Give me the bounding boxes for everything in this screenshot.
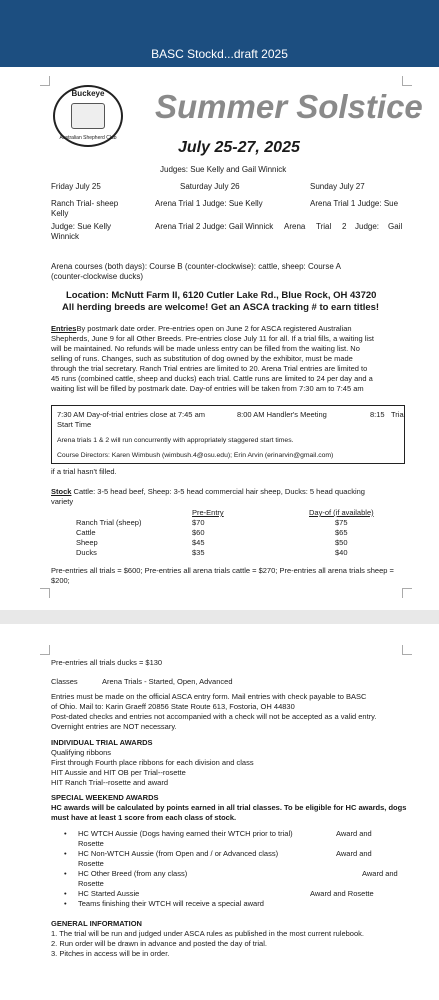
document-title-bar bbox=[0, 0, 439, 67]
stock-line-2: variety bbox=[51, 497, 74, 506]
box-start-time-trial: Trial bbox=[391, 410, 406, 419]
schedule-day-sunday: Sunday July 27 bbox=[310, 182, 365, 191]
entries-paragraph bbox=[51, 324, 411, 394]
sunday-line-2-judge: Judge: bbox=[355, 222, 380, 231]
price-row-name: Sheep bbox=[76, 538, 98, 547]
pre-entries-all-line-1: Pre-entries all trials = $600; Pre-entries all arena trials cattle = $270; Pre-entries all arena trials sheep = bbox=[51, 566, 394, 575]
judges-line: Judges: Sue Kelly and Gail Winnick bbox=[160, 165, 287, 174]
price-table bbox=[76, 508, 374, 558]
special-awards bbox=[51, 793, 421, 823]
saturday-line-2: Arena Trial 2 Judge: Gail Winnick bbox=[155, 222, 274, 231]
club-logo bbox=[53, 85, 123, 147]
friday-line-4: Winnick bbox=[51, 232, 80, 241]
box-course-directors: Course Directors: Karen Wimbush (wimbush.4@osu.edu); Erin Arvin (erinarvin@gmail.com) bbox=[57, 452, 334, 459]
entry-instructions-line: Overnight entries are NOT necessary. bbox=[51, 722, 177, 731]
event-dates: July 25-27, 2025 bbox=[178, 139, 300, 156]
logo-ring-text: Australian Shepherd Club bbox=[59, 135, 117, 141]
box-concurrent-note: Arena trials 1 & 2 will run concurrently with appropriately staggered start times. bbox=[57, 437, 294, 444]
saturday-line-1: Arena Trial 1 Judge: Sue Kelly bbox=[155, 199, 263, 208]
schedule-day-friday: Friday July 25 bbox=[51, 182, 101, 191]
hc-award-item: • HC Started Aussie Award and Rosette bbox=[64, 889, 374, 898]
hc-award-item: • HC Other Breed (from any class) Award and Rosette bbox=[64, 869, 398, 888]
price-header-day-of: Day-of (if available) bbox=[309, 508, 374, 517]
hc-award-item: • Teams finishing their WTCH will receive a special award bbox=[64, 899, 264, 908]
entry-instructions-line: Post-dated checks and entries not accompanied with a check will not be accepted as a valid entry. bbox=[51, 712, 377, 721]
general-information-line: 2. Run order will be drawn in advance and posted the day of trial. bbox=[51, 939, 267, 948]
sunday-line-2-trial: Trial bbox=[316, 222, 332, 231]
stock-line-1: Cattle: 3-5 head beef, Sheep: 3-5 head commercial hair sheep, Ducks: 5 head quacking bbox=[71, 487, 365, 496]
ohio-map-icon bbox=[71, 103, 105, 129]
entries-line: through the trial secretary. Ranch Trial entries are limited to 20. Arena Trial entries are limited to bbox=[51, 364, 368, 373]
after-box-note: if a trial hasn't filled. bbox=[51, 467, 117, 476]
price-row bbox=[76, 528, 374, 538]
special-awards-heading: SPECIAL WEEKEND AWARDS bbox=[51, 793, 159, 802]
price-row bbox=[76, 548, 374, 558]
pre-entries-all bbox=[51, 566, 421, 586]
price-table-header bbox=[76, 508, 374, 518]
individual-awards-line: Qualifying ribbons bbox=[51, 748, 112, 757]
friday-line-3: Judge: Sue Kelly bbox=[51, 222, 112, 231]
entries-line: By postmark date order. Pre-entries open on June 2 for ASCA registered Australian bbox=[76, 324, 352, 333]
individual-awards-line: HIT Ranch Trial--rosette and award bbox=[51, 778, 168, 787]
sunday-line-2-arena: Arena bbox=[284, 222, 306, 231]
price-row-day: $40 bbox=[335, 548, 348, 557]
box-start-time-label: Start Time bbox=[57, 420, 92, 429]
crop-mark bbox=[40, 588, 50, 598]
schedule-day-saturday: Saturday July 26 bbox=[180, 182, 240, 191]
special-awards-line-2: must have at least 1 score from each class of stock. bbox=[51, 813, 237, 822]
entries-line: 45 runs (combined cattle, sheep and ducks) each trial. Cattle runs are limited to 24 per day and a bbox=[51, 374, 373, 383]
sunday-line-2-name: Gail bbox=[388, 222, 403, 231]
general-information-line: 1. The trial will be run and judged under ASCA rules as published in the most current rulebook. bbox=[51, 929, 364, 938]
general-information-heading: GENERAL INFORMATION bbox=[51, 919, 142, 928]
classes-label: Classes bbox=[51, 677, 78, 686]
price-row-pre: $35 bbox=[192, 548, 205, 557]
crop-mark bbox=[402, 588, 412, 598]
hc-award-item: • HC WTCH Aussie (Dogs having earned their WTCH prior to trial) Award and Rosette bbox=[64, 829, 372, 848]
pre-entries-all-line-2: $200; bbox=[51, 576, 70, 585]
bullet: • bbox=[64, 869, 67, 878]
stock-paragraph bbox=[51, 487, 411, 507]
entries-line: Shepherds, June 9 for all Other Breeds. Pre-entries close July 11 for all. If a trial fills, a waiting list bbox=[51, 334, 374, 343]
crop-mark bbox=[40, 645, 50, 655]
trial-times-box bbox=[51, 405, 405, 464]
event-title: Summer Solstice bbox=[155, 88, 423, 125]
entry-instructions-line: Entries must be made on the official ASCA entry form. Mail entries with check payable to BASC bbox=[51, 692, 367, 701]
classes-text: Arena Trials - Started, Open, Advanced bbox=[102, 677, 233, 686]
price-row-day: $65 bbox=[335, 528, 348, 537]
logo-brand: Buckeye bbox=[71, 89, 105, 98]
box-start-time-value: 8:15 bbox=[370, 410, 385, 419]
location-line: Location: McNutt Farm II, 6120 Cutler Lake Rd., Blue Rock, OH 43720 bbox=[66, 290, 377, 301]
crop-mark bbox=[40, 76, 50, 86]
bullet: • bbox=[64, 829, 67, 838]
document-title: BASC Stockd...draft 2025 bbox=[151, 47, 288, 61]
price-row-pre: $45 bbox=[192, 538, 205, 547]
courses-line-1: Arena courses (both days): Course B (counter-clockwise): cattle, sheep: Course A bbox=[51, 262, 341, 271]
box-handlers-meeting: 8:00 AM Handler's Meeting bbox=[237, 410, 327, 419]
box-entries-close: 7:30 AM Day-of-trial entries close at 7:45 am bbox=[57, 410, 205, 419]
entries-line: will be maintained. No refunds will be made unless entry can be filled from the waiting list. No bbox=[51, 344, 360, 353]
crop-mark bbox=[402, 76, 412, 86]
price-header-pre-entry: Pre-Entry bbox=[192, 508, 224, 517]
friday-line-1: Ranch Trial- sheep bbox=[51, 199, 119, 208]
entries-line: selling of runs. Changes, such as substitution of dog owned by the exhibitor, must be made bbox=[51, 354, 353, 363]
page-gap bbox=[0, 610, 439, 624]
price-row-name: Cattle bbox=[76, 528, 96, 537]
general-information-line-cut: 3. Pitches in access will be in order. bbox=[51, 949, 170, 958]
crop-mark bbox=[402, 645, 412, 655]
pre-entries-ducks: Pre-entries all trials ducks = $130 bbox=[51, 658, 163, 667]
entry-instructions bbox=[51, 692, 421, 732]
price-row-pre: $70 bbox=[192, 518, 205, 527]
friday-line-2: Kelly bbox=[51, 209, 69, 218]
sunday-line-2-number: 2 bbox=[342, 222, 347, 231]
hc-award-list bbox=[64, 829, 414, 909]
price-row-day: $50 bbox=[335, 538, 348, 547]
bullet: • bbox=[64, 889, 67, 898]
individual-awards-line: HIT Aussie and HIT OB per Trial--rosette bbox=[51, 768, 186, 777]
welcome-line: All herding breeds are welcome! Get an ASCA tracking # to earn titles! bbox=[62, 302, 380, 313]
price-row-pre: $60 bbox=[192, 528, 205, 537]
sunday-line-1: Arena Trial 1 Judge: Sue bbox=[310, 199, 399, 208]
entries-label: Entries bbox=[51, 324, 77, 333]
special-awards-line-1: HC awards will be calculated by points earned in all trial classes. To be eligible for HC awards, dogs bbox=[51, 803, 407, 812]
bullet: • bbox=[64, 899, 67, 908]
price-row bbox=[76, 538, 374, 548]
courses-line-2: (counter-clockwise ducks) bbox=[51, 272, 144, 281]
hc-award-item: • HC Non-WTCH Aussie (from Open and / or Advanced class) Award and Rosette bbox=[64, 849, 372, 868]
price-row-name: Ranch Trial (sheep) bbox=[76, 518, 142, 527]
individual-awards-line: First through Fourth place ribbons for each division and class bbox=[51, 758, 254, 767]
price-row bbox=[76, 518, 374, 528]
individual-awards-heading: INDIVIDUAL TRIAL AWARDS bbox=[51, 738, 153, 747]
stock-label: Stock bbox=[51, 487, 72, 496]
entry-instructions-line: of Ohio. Mail to: Karin Graeff 20856 State Route 613, Fostoria, OH 44830 bbox=[51, 702, 295, 711]
price-row-day: $75 bbox=[335, 518, 348, 527]
general-information bbox=[51, 919, 421, 958]
price-row-name: Ducks bbox=[76, 548, 97, 557]
entries-line: waiting list will be filled by postmark date. Day-of entries will be taken from 7:30 am to 7:45 am bbox=[51, 384, 364, 393]
individual-awards bbox=[51, 738, 421, 788]
bullet: • bbox=[64, 849, 67, 858]
